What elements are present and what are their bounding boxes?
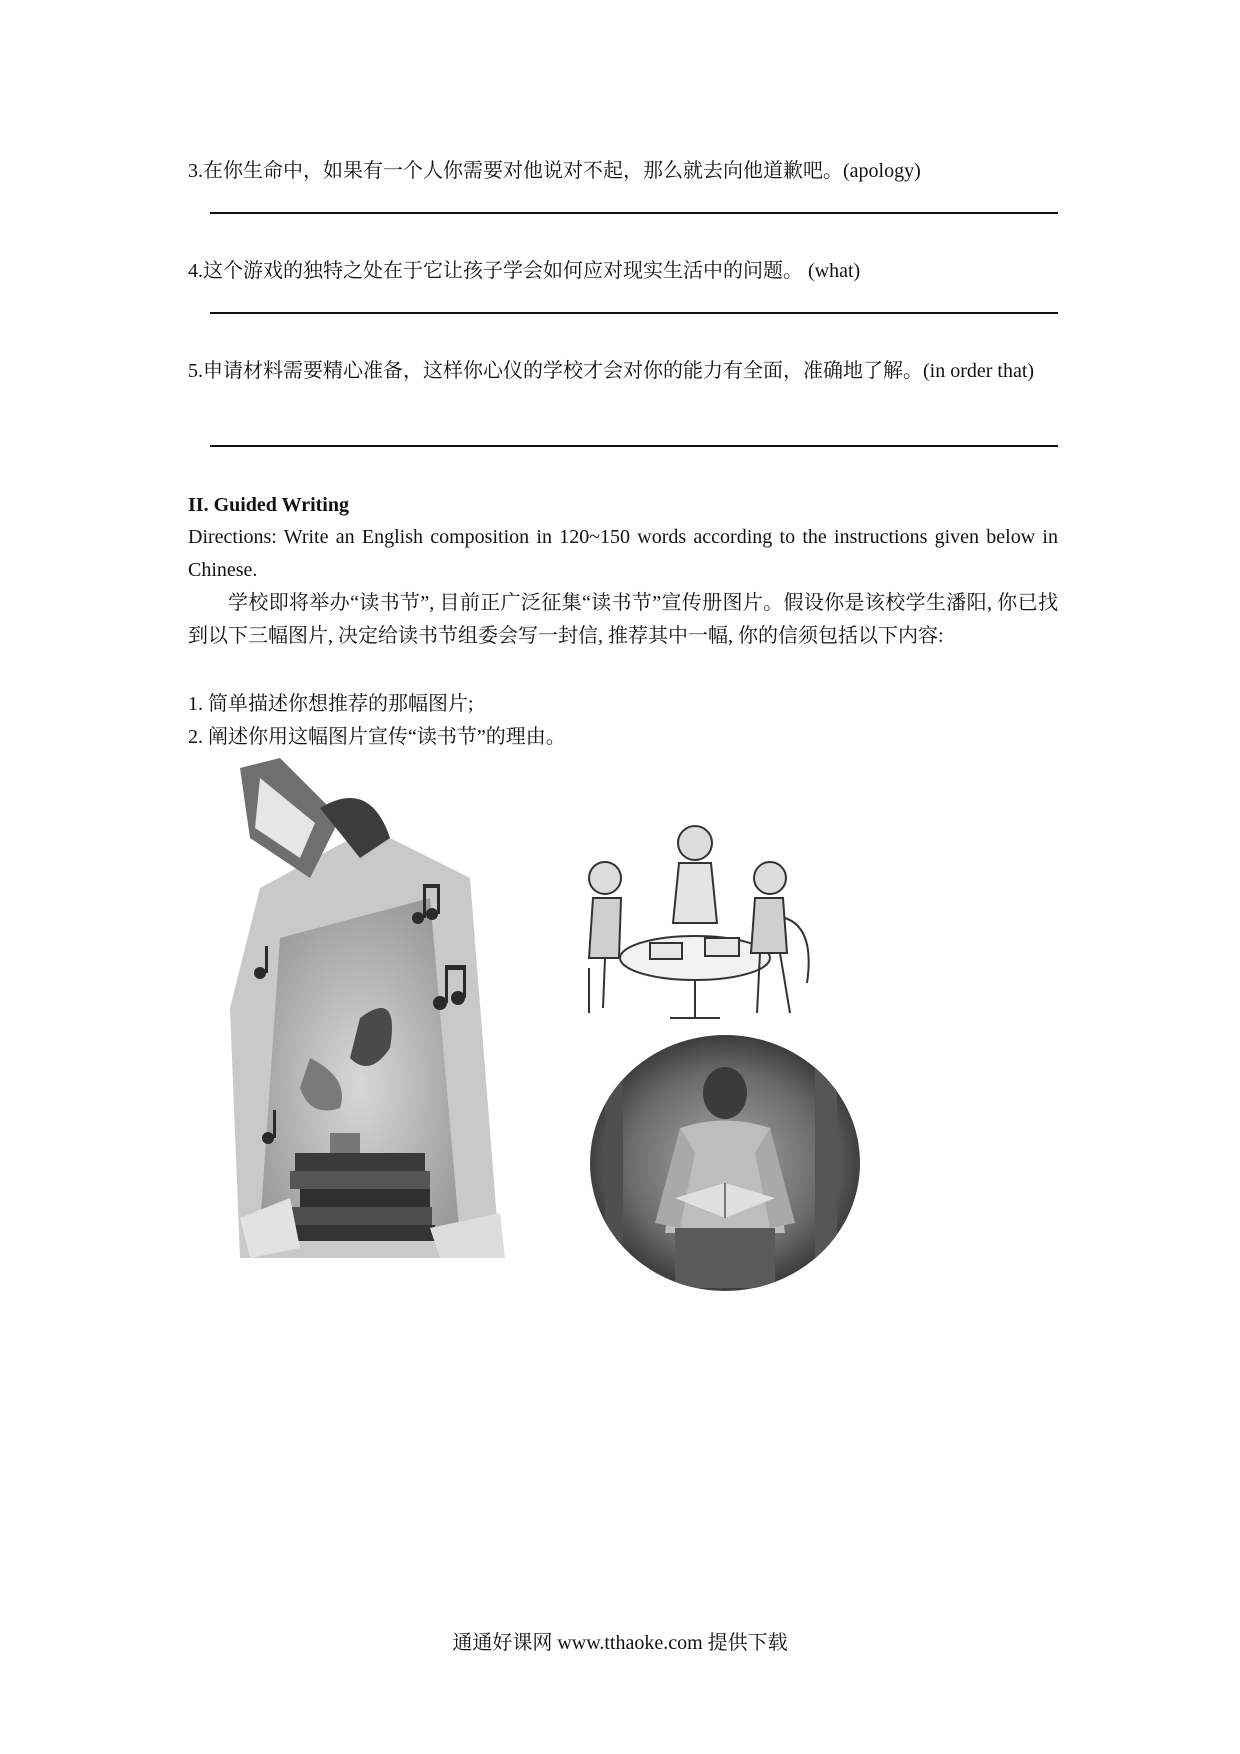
writing-item-1: 1. 简单描述你想推荐的那幅图片; (188, 693, 474, 715)
picture-man-reading-book (585, 1033, 865, 1293)
picture-books-music-notes (220, 758, 520, 1258)
question-4: 4.这个游戏的独特之处在于它让孩子学会如何应对现实生活中的问题。 (what) (188, 260, 861, 282)
question-5: 5.申请材料需要精心准备，这样你心仪的学校才会对你的能力有全面，准确地了解。(in order that) (188, 360, 1035, 382)
footer-text: 通通好课网 www.tthaoke.com 提供下载 (452, 1632, 788, 1654)
answer-line-4[interactable] (210, 312, 1058, 314)
section-heading: II. Guided Writing (188, 494, 349, 516)
question-3: 3.在你生命中，如果有一个人你需要对他说对不起，那么就去向他道歉吧。(apology) (188, 160, 921, 182)
writing-item-2: 2. 阐述你用这幅图片宣传“读书节”的理由。 (188, 726, 566, 748)
picture-children-reading-table (575, 808, 815, 1028)
answer-line-3[interactable] (210, 212, 1058, 214)
directions-text: Directions: Write an English composition in 120~150 words according to the instructions given below in Chinese. (188, 526, 1058, 581)
answer-line-5[interactable] (210, 445, 1058, 447)
writing-prompt: 学校即将举办“读书节”, 目前正广泛征集“读书节”宣传册图片。假设你是该校学生潘阳, 你已找到以下三幅图片, 决定给读书节组委会写一封信, 推荐其中一幅, 你的信须包括以下内容: (188, 592, 1058, 647)
